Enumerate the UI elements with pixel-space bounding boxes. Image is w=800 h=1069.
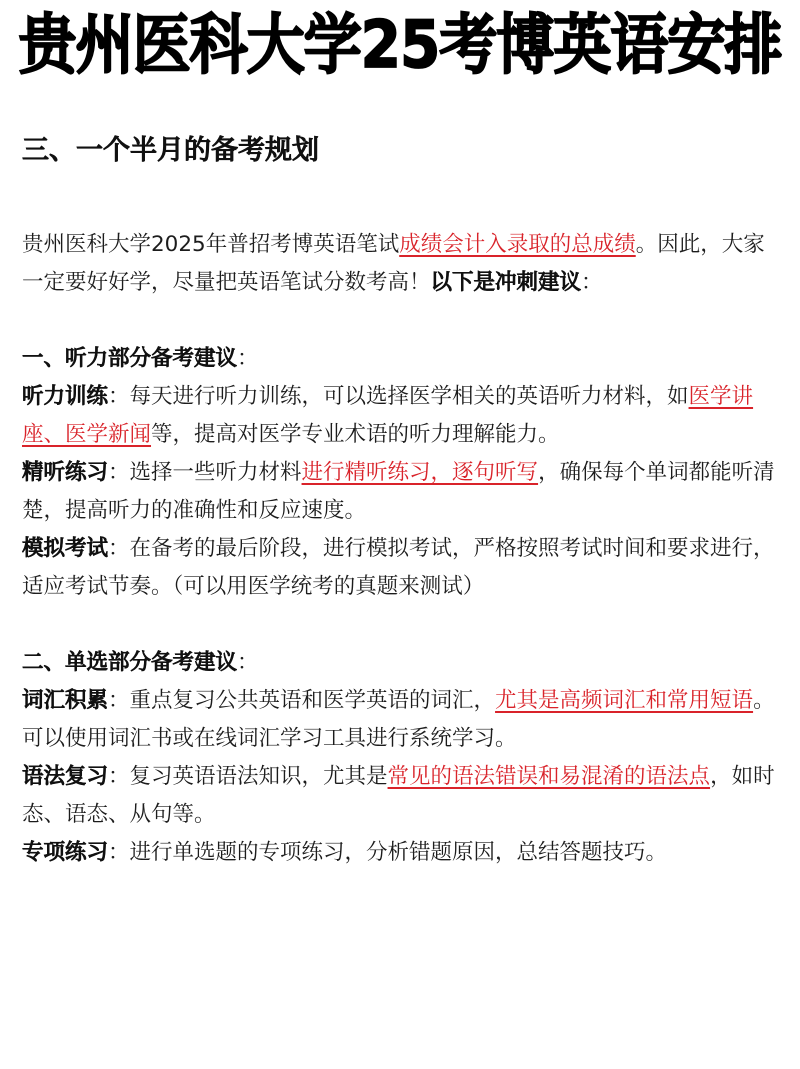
item-colon: ： — [108, 460, 130, 485]
item-text: 重点复习公共英语和医学英语的词汇， — [129, 688, 496, 713]
item-colon: ： — [108, 688, 130, 713]
listening-heading-text: 一、听力部分备考建议 — [22, 346, 238, 371]
single-choice-item-practice — [22, 834, 782, 872]
single-choice-heading-colon: ： — [237, 650, 259, 675]
item-label: 模拟考试 — [22, 536, 109, 561]
listening-item-training — [22, 378, 782, 454]
intro-text-continued: 。因此，大家一定要好好学，尽量把英语笔试分数考高！ — [22, 232, 765, 295]
item-text-continued: ，确保每个单词都能听清楚，提高听力的准确性和反应速度。 — [22, 460, 775, 523]
item-highlight: 医学讲座、医学新闻 — [22, 384, 754, 447]
item-label: 听力训练 — [22, 384, 109, 409]
item-highlight: 尤其是高频词汇和常用短语 — [495, 688, 754, 713]
item-colon: ： — [108, 840, 130, 865]
single-choice-item-grammar — [22, 758, 782, 834]
item-text: 复习英语语法知识，尤其是 — [129, 764, 388, 789]
listening-item-mock-exam — [22, 530, 782, 606]
item-highlight: 常见的语法错误和易混淆的语法点 — [387, 764, 711, 789]
listening-item-intensive — [22, 454, 782, 530]
item-colon: ： — [108, 764, 130, 789]
item-label: 专项练习 — [22, 840, 109, 865]
item-text: 选择一些听力材料 — [129, 460, 302, 485]
item-highlight: 进行精听练习，逐句听写 — [301, 460, 539, 485]
listening-heading-colon: ： — [237, 346, 259, 371]
single-choice-heading-text: 二、单选部分备考建议 — [22, 650, 238, 675]
item-label: 语法复习 — [22, 764, 109, 789]
item-colon: ： — [108, 536, 130, 561]
item-label: 精听练习 — [22, 460, 109, 485]
item-text-continued: 等，提高对医学专业术语的听力理解能力。 — [151, 422, 560, 447]
item-label: 词汇积累 — [22, 688, 109, 713]
item-text: 每天进行听力训练，可以选择医学相关的英语听力材料，如 — [129, 384, 689, 409]
item-text-continued: ，如时态、语态、从句等。 — [22, 764, 775, 827]
single-choice-heading — [22, 644, 782, 682]
page-title: 贵州医科大学25考博英语安排 — [18, 6, 782, 83]
intro-text: 贵州医科大学2025年普招考博英语笔试 — [22, 232, 400, 257]
highlight-total-score: 成绩会计入录取的总成绩 — [399, 232, 636, 257]
single-choice-item-vocabulary — [22, 682, 782, 758]
article-body — [22, 226, 782, 872]
item-text: 进行单选题的专项练习，分析错题原因，总结答题技巧。 — [129, 840, 668, 865]
spacer — [22, 302, 782, 340]
intro-paragraph — [22, 226, 782, 302]
listening-heading — [22, 340, 782, 378]
intro-bold-suggestions: 以下是冲刺建议 — [430, 270, 582, 295]
spacer — [22, 606, 782, 644]
section-heading: 三、一个半月的备考规划 — [22, 135, 319, 166]
item-colon: ： — [108, 384, 130, 409]
intro-colon: ： — [581, 270, 603, 295]
item-text: 在备考的最后阶段，进行模拟考试，严格按照考试时间和要求进行，适应考试节奏。（可以用医学统考的真题来测试） — [22, 536, 775, 599]
item-text-continued: 。可以使用词汇书或在线词汇学习工具进行系统学习。 — [22, 688, 775, 751]
